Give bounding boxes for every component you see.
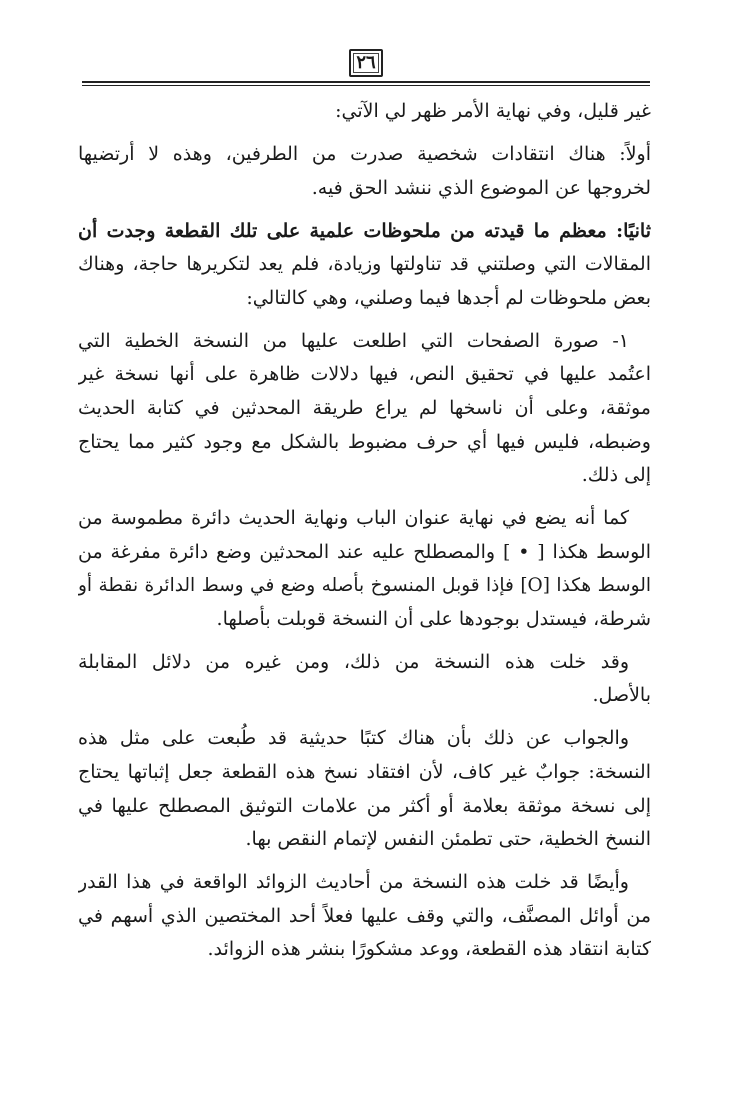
text-line: النسخ الخطية، حتى تطمئن النفس لإتمام النقص بها.	[245, 828, 651, 851]
text-line: اعتُمد عليها في تحقيق النص، فيها دلالات ظاهرة على أنها نسخة غير	[78, 363, 651, 386]
text-line: الوسط هكذا [O] فإذا قوبل المنسوخ بأصله وضع في وسط الدائرة نقطة أو	[78, 575, 651, 597]
text-line: لخروجها عن الموضوع الذي ننشد الحق فيه.	[311, 176, 651, 199]
text-line: ١- صورة الصفحات التي اطلعت عليها من النسخة الخطية التي	[78, 329, 629, 352]
text-line: بعض ملحوظات لم أجدها فيما وصلني، وهي كالتالي:	[246, 286, 651, 309]
text-line: أولاً: هناك انتقادات شخصية صدرت من الطرفين، وهذه لا أرتضيها	[78, 142, 651, 165]
text-line: شرطة، فيستدل بوجودها على أن النسخة قوبلت بأصلها.	[216, 607, 651, 630]
text-line: إلى نسخة موثقة بعلامة أو أكثر من علامات التوثيق المصطلح عليها في	[78, 794, 651, 817]
text-body	[78, 95, 651, 967]
text-line: وقد خلت هذه النسخة من ذلك، ومن غيره من دلائل المقابلة	[78, 650, 629, 673]
header-rule-thin	[82, 85, 650, 86]
text-line: المقالات التي وصلتني قد تناولتها وزيادة، فلم يعد لتكريرها حاجة، وهناك	[78, 253, 651, 276]
header-rule-thick	[82, 81, 650, 83]
text-line: كتابة انتقاد هذه القطعة، ووعد مشكورًا بنشر هذه الزوائد.	[207, 938, 651, 961]
text-line: وضبطه، فليس فيها أي حرف مضبوط بالشكل مع وجود كثير مما يحتاج	[78, 430, 651, 453]
text-line: الوسط هكذا [ • ] والمصطلح عليه عند المحدثين وضع دائرة مفرغة من	[78, 540, 651, 563]
text-line: ثانيًا: معظم ما قيدته من ملحوظات علمية على تلك القطعة وجدت أن	[78, 219, 651, 242]
text-line: النسخة: جوابٌ غير كاف، لأن افتقاد نسخ هذه القطعة جعل إثباتها يحتاج	[78, 761, 651, 784]
text-line: إلى ذلك.	[581, 464, 651, 487]
text-line: من أوائل المصنَّف، والتي وقف عليها فعلاً أحد المختصين الذي أسهم في	[78, 904, 651, 927]
text-line: وأيضًا قد خلت هذه النسخة من أحاديث الزوائد الواقعة في هذا القدر	[78, 871, 629, 894]
page-number: ٢٦	[349, 49, 383, 77]
text-line: كما أنه يضع في نهاية عنوان الباب ونهاية الحديث دائرة مطموسة من	[78, 507, 629, 530]
text-line: والجواب عن ذلك بأن هناك كتبًا حديثية قد طُبعت على مثل هذه	[78, 727, 629, 750]
text-line: موثقة، وعلى أن ناسخها لم يراع طريقة المحدثين في كتابة الحديث	[78, 396, 651, 419]
text-line: غير قليل، وفي نهاية الأمر ظهر لي الآتي:	[335, 100, 651, 122]
text-line: بالأصل.	[592, 684, 651, 707]
